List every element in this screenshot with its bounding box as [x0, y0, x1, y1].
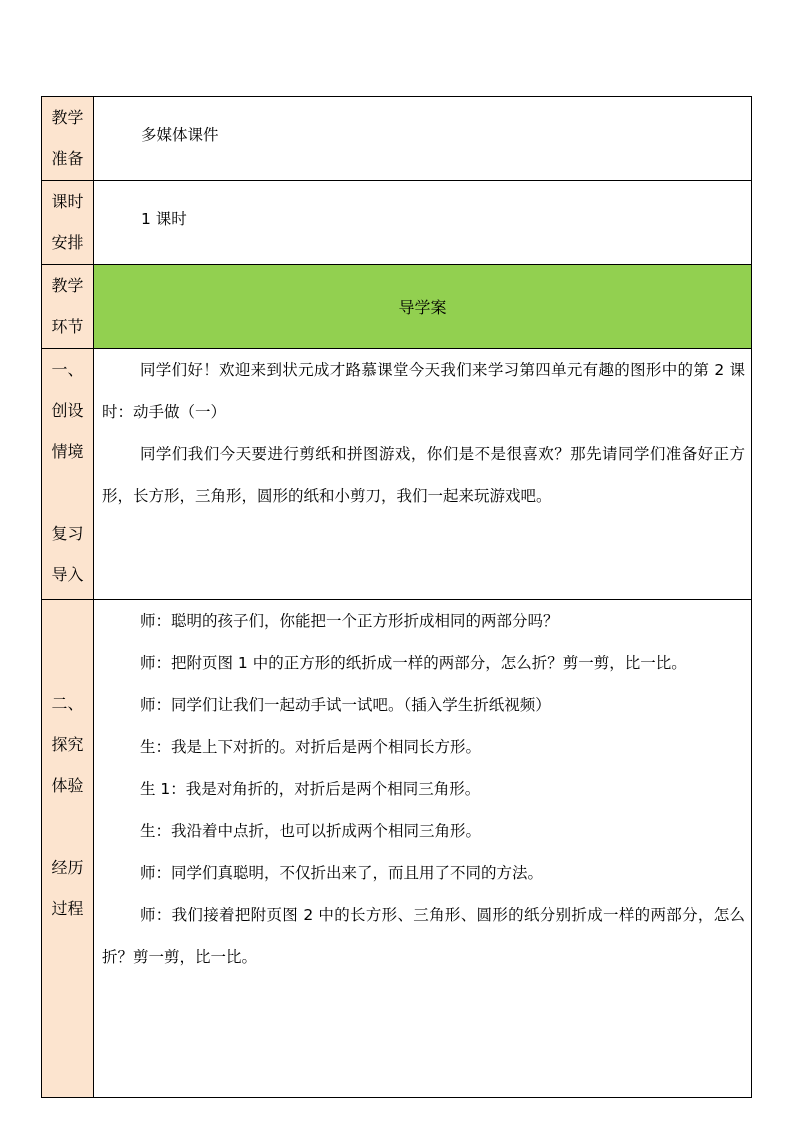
row-explore [42, 600, 752, 1098]
label-line: 安排 [51, 233, 84, 252]
row-label [42, 97, 94, 181]
label-line: 二、 [51, 694, 84, 713]
paragraph: 生：我是上下对折的。对折后是两个相同长方形。 [140, 738, 482, 756]
row-content [94, 181, 752, 265]
label-line: 情境 [51, 442, 84, 461]
paragraph: 生 1：我是对角折的，对折后是两个相同三角形。 [140, 780, 481, 798]
paragraph: 生：我沿着中点折，也可以折成两个相同三角形。 [140, 822, 482, 840]
label-line: 探究 [51, 735, 84, 754]
row-content [94, 349, 752, 600]
label-line: 体验 [51, 776, 84, 795]
row-content [94, 600, 752, 1098]
paragraph: 师：同学们让我们一起动手试一试吧。（插入学生折纸视频） [140, 696, 551, 714]
label-line: 课时 [51, 192, 84, 211]
label-line: 创设 [51, 401, 84, 420]
label-line: 教学 [51, 276, 84, 295]
paragraph: 师：我们接着把附页图 2 中的长方形、三角形、圆形的纸分别折成一样的两部分，怎么折？剪一剪，比一比。 [102, 906, 745, 966]
paragraph: 同学们我们今天要进行剪纸和拼图游戏，你们是不是很喜欢？那先请同学们准备好正方形，长方形，三角形，圆形的纸和小剪刀，我们一起来玩游戏吧。 [102, 445, 745, 505]
lesson-plan-table [41, 96, 752, 1098]
label-line: 复习 [51, 524, 84, 543]
paragraph: 师：把附页图 1 中的正方形的纸折成一样的两部分，怎么折？剪一剪，比一比。 [140, 654, 687, 672]
prep-text: 多媒体课件 [141, 126, 219, 144]
label-gap [42, 472, 93, 513]
row-label [42, 600, 94, 1098]
paragraph: 同学们好！欢迎来到状元成才路慕课堂今天我们来学习第四单元有趣的图形中的第 2 课时：动手做（一） [102, 361, 745, 421]
label-line: 教学 [51, 108, 84, 127]
row-label [42, 349, 94, 600]
paragraph: 师：聪明的孩子们，你能把一个正方形折成相同的两部分吗？ [140, 612, 559, 630]
label-line: 过程 [51, 899, 84, 918]
label-line: 准备 [51, 149, 84, 168]
label-line: 导入 [51, 565, 84, 584]
label-line: 环节 [51, 317, 84, 336]
label-line: 一、 [51, 360, 84, 379]
row-lesson-time [42, 181, 752, 265]
label-line: 经历 [51, 858, 84, 877]
row-teaching-stage [42, 265, 752, 349]
label-gap [42, 806, 93, 847]
row-content [94, 97, 752, 181]
row-teaching-prep [42, 97, 752, 181]
time-text: 1 课时 [141, 210, 187, 228]
row-label [42, 181, 94, 265]
row-label [42, 265, 94, 349]
stage-header: 导学案 [94, 265, 752, 349]
paragraph: 师：同学们真聪明，不仅折出来了，而且用了不同的方法。 [140, 864, 544, 882]
row-intro [42, 349, 752, 600]
